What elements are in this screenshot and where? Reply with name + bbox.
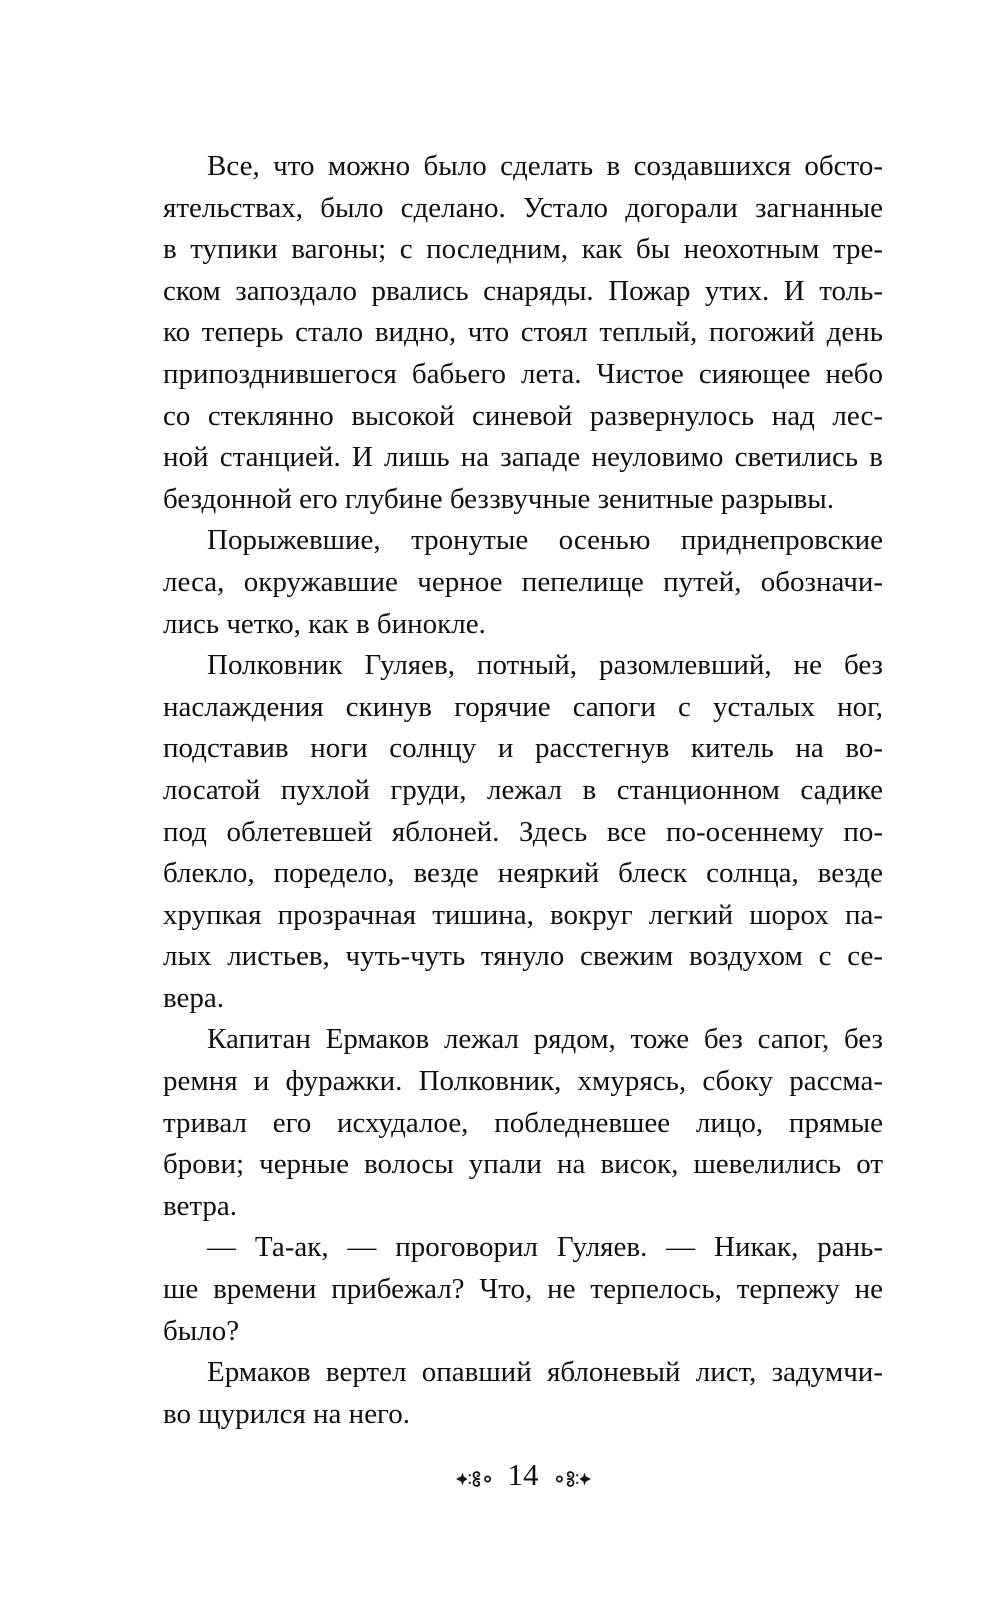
text-line: Порыжевшие, тронутые осенью приднепровские: [207, 524, 883, 557]
text-line: тривал его исхудалое, побледневшее лицо, прямые: [163, 1106, 883, 1139]
text-line: Полковник Гуляев, потный, разомлевший, не без: [207, 649, 883, 682]
text-line: блекло, поредело, везде неяркий блеск солнца, везде: [163, 857, 883, 890]
fleuron-right-icon: [552, 1468, 592, 1490]
text-line: лосатой пухлой груди, лежал в станционном садике: [163, 773, 883, 806]
paragraph: [163, 645, 883, 1019]
text-line: лись четко, как в бинокле.: [163, 607, 486, 640]
text-line: бездонной его глубине беззвучные зенитные разрывы.: [163, 482, 834, 515]
paragraph: [163, 146, 883, 520]
text-line: ском запоздало рвались снаряды. Пожар утих. И толь-: [163, 274, 883, 307]
text-line: брови; черные волосы упали на висок, шевелились от: [163, 1148, 883, 1181]
text-line: припозднившегося бабьего лета. Чистое сияющее небо: [163, 357, 883, 390]
text-line: ятельствах, было сделано. Устало догорали загнанные: [163, 191, 883, 224]
text-line: ко теперь стало видно, что стоял теплый, погожий день: [163, 316, 883, 349]
paragraph: [163, 1227, 883, 1352]
text-line: подставив ноги солнцу и расстегнув китель на во-: [163, 732, 883, 765]
text-line: наслаждения скинув горячие сапоги с усталых ног,: [163, 690, 883, 723]
text-line: леса, окружавшие черное пепелище путей, обозначи-: [163, 565, 883, 598]
text-line: под облетевшей яблоней. Здесь все по-осеннему по-: [163, 815, 883, 848]
text-line: ветра.: [163, 1189, 238, 1222]
text-line: Все, что можно было сделать в создавшихся обсто-: [207, 150, 883, 182]
paragraph: [163, 1019, 883, 1227]
page-text: [163, 146, 883, 1435]
page-footer: [163, 1452, 883, 1498]
fleuron-left-icon: [455, 1468, 495, 1490]
text-line: хрупкая прозрачная тишина, вокруг легкий шорох па-: [163, 898, 883, 931]
paragraph: [163, 1352, 883, 1435]
text-line: Капитан Ермаков лежал рядом, тоже без сапог, без: [207, 1023, 883, 1056]
text-line: было?: [163, 1314, 240, 1347]
text-line: Ермаков вертел опавший яблоневый лист, задумчи-: [207, 1356, 883, 1389]
text-line: со стеклянно высокой синевой развернулось над лес-: [163, 399, 883, 432]
text-line: ной станцией. И лишь на западе неуловимо светились в: [163, 441, 883, 474]
text-line: вера.: [163, 981, 225, 1014]
text-line: лых листьев, чуть-чуть тянуло свежим воздухом с се-: [163, 940, 883, 973]
text-line: во щурился на него.: [163, 1397, 410, 1430]
text-line: ше времени прибежал? Что, не терпелось, терпежу не: [163, 1273, 883, 1306]
text-line: — Та-ак, — проговорил Гуляев. — Никак, рань-: [207, 1231, 883, 1264]
text-line: ремня и фуражки. Полковник, хмурясь, сбоку рассма-: [163, 1065, 883, 1098]
text-line: в тупики вагоны; с последним, как бы неохотным тре-: [163, 233, 883, 266]
page-number: 14: [507, 1457, 539, 1492]
paragraph: [163, 520, 883, 645]
